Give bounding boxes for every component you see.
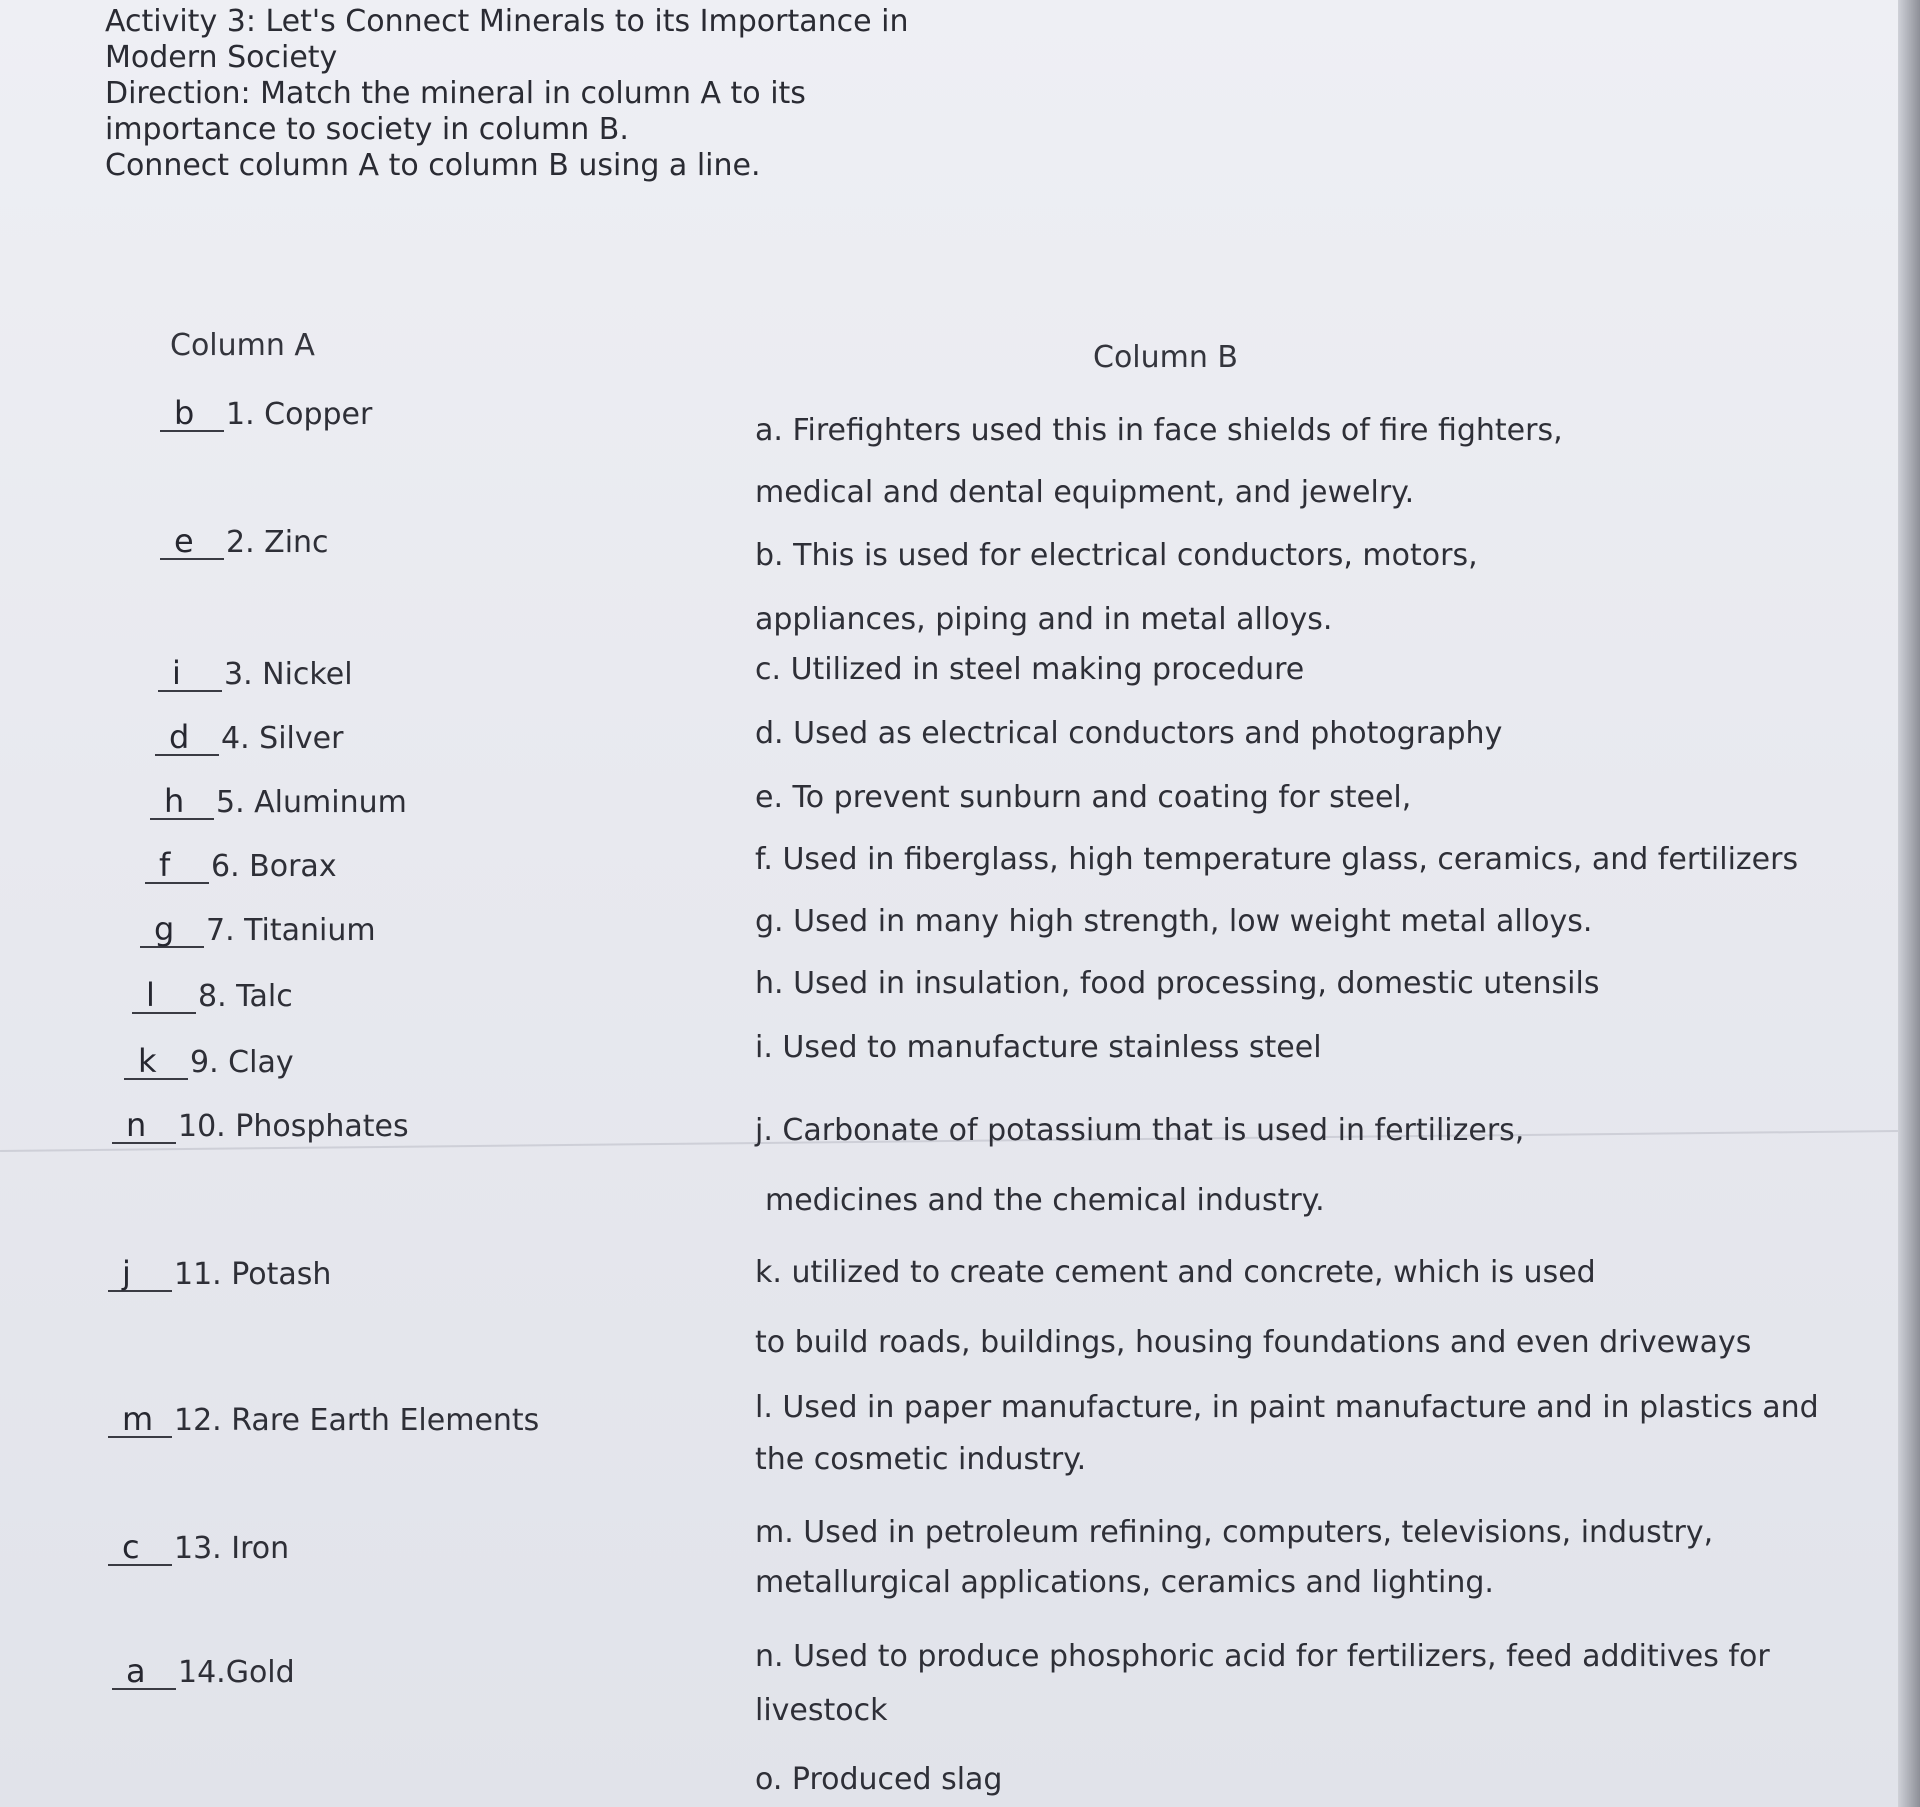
column-b-item [755,716,1502,751]
column-a-item [132,978,293,1014]
importance-text: e. To prevent sunburn and coating for steel, [755,780,1412,815]
importance-text: o. Produced slag [755,1762,1003,1797]
column-b-item [755,1762,1002,1797]
mineral-label: 2. Zinc [226,525,329,560]
importance-text: k. utilized to create cement and concrete, which is used [755,1255,1596,1290]
direction-line3: Connect column A to column B using a line. [105,148,761,183]
importance-text-continued: the cosmetic industry. [755,1442,1087,1477]
handwritten-answer: g [154,910,175,948]
answer-blank[interactable] [124,1044,188,1080]
importance-text-continued: to build roads, buildings, housing foundations and even driveways [755,1325,1752,1360]
column-b-item [755,1238,1751,1378]
column-a-item [112,1108,409,1144]
column-a-item [140,912,376,948]
handwritten-answer: a [126,1652,146,1690]
column-a-item [160,524,329,560]
importance-text: a. Firefighters used this in face shields of fire fighters, [755,413,1563,448]
handwritten-answer: k [138,1042,157,1080]
worksheet-header [105,4,965,184]
mineral-label: 4. Silver [221,721,344,756]
answer-blank[interactable] [112,1108,176,1144]
column-a-item [108,1530,289,1566]
column-a-item [160,396,372,432]
handwritten-answer: n [126,1106,147,1144]
column-b-item [755,1508,1713,1608]
handwritten-answer: c [122,1528,140,1566]
mineral-label: 1. Copper [226,397,373,432]
answer-blank[interactable] [108,1256,172,1292]
mineral-label: 11. Potash [174,1257,332,1292]
column-b-item [755,400,1563,524]
importance-text: c. Utilized in steel making procedure [755,652,1305,687]
column-a-item [150,784,407,820]
importance-text-continued: medical and dental equipment, and jewelry. [755,475,1415,510]
column-b-item [755,780,1411,815]
column-b-item [755,1382,1819,1486]
column-a-item [112,1654,295,1690]
mineral-label: 5. Aluminum [216,785,407,820]
mineral-label: 3. Nickel [224,657,353,692]
importance-text: g. Used in many high strength, low weight metal alloys. [755,904,1593,939]
answer-blank[interactable] [145,848,209,884]
handwritten-answer: e [174,522,194,560]
answer-blank[interactable] [160,524,224,560]
column-b-item [755,904,1592,939]
answer-blank[interactable] [150,784,214,820]
importance-text: d. Used as electrical conductors and photography [755,716,1503,751]
answer-blank[interactable] [108,1530,172,1566]
direction-line2: importance to society in column B. [105,112,629,147]
importance-text: j. Carbonate of potassium that is used in fertilizers, [755,1113,1525,1148]
importance-text-continued: metallurgical applications, ceramics and lighting. [755,1565,1494,1600]
handwritten-answer: h [164,782,185,820]
answer-blank[interactable] [160,396,224,432]
answer-blank[interactable] [132,978,196,1014]
answer-blank[interactable] [158,656,222,692]
column-b-item [755,652,1304,687]
mineral-label: 12. Rare Earth Elements [174,1403,540,1438]
mineral-label: 7. Titanium [206,913,376,948]
importance-text: m. Used in petroleum refining, computers, televisions, industry, [755,1515,1714,1550]
column-a-item [108,1256,331,1292]
direction-line1: Direction: Match the mineral in column A to its [105,76,806,111]
importance-text-continued: appliances, piping and in metal alloys. [755,602,1333,637]
activity-title-line1: Activity 3: Let's Connect Minerals to its Importance in [105,4,909,39]
importance-text: n. Used to produce phosphoric acid for fertilizers, feed additives for [755,1639,1770,1674]
column-a-heading: Column A [170,328,315,363]
answer-blank[interactable] [112,1654,176,1690]
handwritten-answer: f [159,846,171,884]
mineral-label: 14.Gold [178,1655,295,1690]
handwritten-answer: d [169,718,190,756]
answer-blank[interactable] [108,1402,172,1438]
column-a-item [108,1402,539,1438]
handwritten-answer: m [122,1400,154,1438]
mineral-label: 9. Clay [190,1045,294,1080]
column-b-item [755,842,1798,877]
column-a-item [158,656,353,692]
importance-text: h. Used in insulation, food processing, domestic utensils [755,966,1600,1001]
handwritten-answer: l [146,976,155,1014]
activity-title-line2: Modern Society [105,40,338,75]
column-b-item [755,1030,1322,1065]
column-a-item [124,1044,294,1080]
mineral-label: 13. Iron [174,1531,290,1566]
column-a-item [155,720,343,756]
column-b-heading: Column B [1093,340,1239,375]
handwritten-answer: j [122,1254,131,1292]
column-b-item [755,1630,1770,1738]
answer-blank[interactable] [140,912,204,948]
column-b-item [755,966,1599,1001]
importance-text: i. Used to manufacture stainless steel [755,1030,1322,1065]
mineral-label: 6. Borax [211,849,337,884]
importance-text-continued: livestock [755,1693,888,1728]
importance-text: l. Used in paper manufacture, in paint manufacture and in plastics and [755,1390,1819,1425]
answer-blank[interactable] [155,720,219,756]
importance-text-continued: medicines and the chemical industry. [765,1183,1325,1218]
handwritten-answer: b [174,394,195,432]
importance-text: f. Used in fiberglass, high temperature glass, ceramics, and fertilizers [755,842,1799,877]
column-b-item [755,524,1478,652]
importance-text: b. This is used for electrical conductors, motors, [755,538,1478,573]
handwritten-answer: i [172,654,181,692]
mineral-label: 8. Talc [198,979,293,1014]
paper-edge-shadow [1898,0,1920,1807]
column-b-item [755,1096,1524,1236]
mineral-label: 10. Phosphates [178,1109,409,1144]
column-a-item [145,848,337,884]
